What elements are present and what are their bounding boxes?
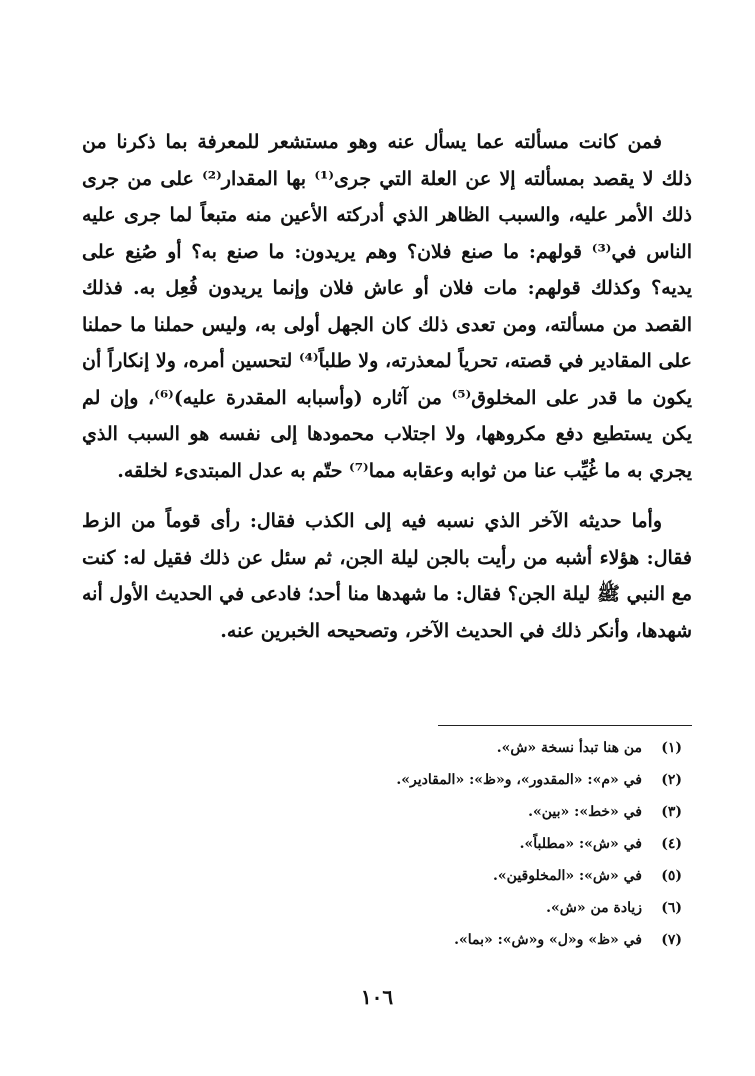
page-number: ١٠٦ [360,985,394,1009]
footnote-7 [200,932,682,964]
footnote-text: من هنا تبدأ نسخة «ش». [496,740,642,756]
footnote-text: في «ش»: «مطلباً». [519,836,642,852]
main-text [82,124,692,649]
footnote-text: في «ظ» و«ل» و«ش»: «بما». [454,932,642,948]
footnote-text: في «خط»: «بين». [528,804,642,820]
footnote-number: (٥) [661,868,682,884]
footnote-number: (٣) [661,804,682,820]
paragraph-1: فمن كانت مسألته عما يسأل عنه وهو مستشعر للمعرفة بما ذكرنا من ذلك لا يقصد بمسألته إلا عن العلة التي جرى⁽¹⁾ بها المقدار⁽²⁾ على من جرى ذلك الأمر عليه، والسبب الظاهر الذي أدركته الأعين منه متبعاً لما جرى عليه الناس في⁽³⁾ قولهم: ما صنع فلان؟ وهم يريدون: ما صنع به؟ أو صُنِع على يديه؟ وكذلك قولهم: مات فلان أو عاش فلان وإنما يريدون فُعِل به. فذلك القصد من مسألته، ومن تعدى ذلك كان الجهل أولى به، وليس حملنا ما حملنا على المقادير في قصته، تحرياً لمعذرته، ولا طلباً⁽⁴⁾ لتحسين أمره، ولا إنكاراً أن يكون ما قدر على المخلوق⁽⁵⁾ من آثاره (وأسبابه المقدرة عليه)⁽⁶⁾، وإن لم يكن يستطيع دفع مكروهها، ولا اجتلاب محمودها إلى نفسه هو السبب الذي يجري به ما غُيِّب عنا من ثوابه وعقابه مما⁽⁷⁾ حتّم به عدل المبتدىء لخلقه. [82,131,692,482]
footnote-number: (١) [661,740,682,756]
footnote-4 [200,836,682,868]
paragraph-2: وأما حديثه الآخر الذي نسبه فيه إلى الكذب فقال: رأى قوماً من الزط فقال: هؤلاء أشبه من رأيت بالجن ليلة الجن، ثم سئل عن ذلك فقيل له: كنت مع النبي ﷺ ليلة الجن؟ فقال: ما شهدها منا أحد؛ فادعى في الحديث الأول أنه شهدها، وأنكر ذلك في الحديث الآخر، وتصحيحه الخبرين عنه. [82,510,692,642]
footnote-text: في «ش»: «المخلوقين». [493,868,642,884]
footnote-number: (٤) [661,836,682,852]
footnote-text: زيادة من «ش». [546,900,642,916]
footnote-5 [200,868,682,900]
footnote-6 [200,900,682,932]
footnote-3 [200,804,682,836]
footnote-separator [438,725,692,726]
footnote-1 [200,740,682,772]
footnotes-list [200,740,682,964]
footnote-2 [200,772,682,804]
footnote-number: (٢) [661,772,682,788]
footnote-number: (٦) [661,900,682,916]
footnote-text: في «م»: «المقدور»، و«ظ»: «المقادير». [396,772,642,788]
footnote-number: (٧) [661,932,682,948]
